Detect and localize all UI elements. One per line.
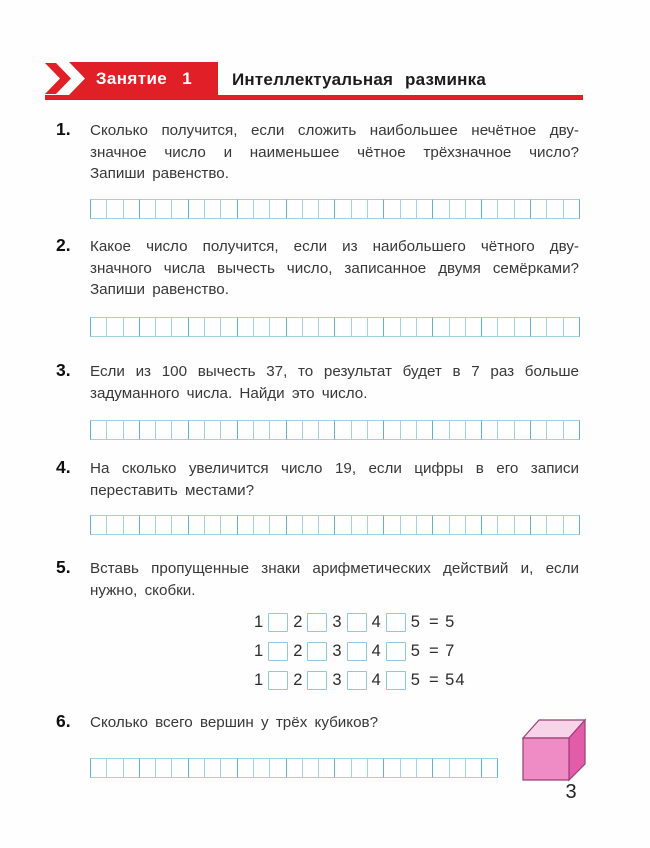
grid-cell [188, 199, 205, 219]
answer-grid-3 [90, 420, 580, 440]
grid-cell [465, 199, 482, 219]
grid-cell [367, 317, 384, 337]
problem-1-number: 1. [56, 119, 71, 139]
problem-line: переставить местами? [90, 481, 255, 499]
problem-2-text [90, 236, 579, 301]
grid-cell [220, 758, 237, 778]
grid-cell [253, 199, 270, 219]
grid-cell [106, 317, 123, 337]
grid-cell [286, 758, 303, 778]
grid-cell [204, 758, 221, 778]
banner-arrow-icon [45, 63, 71, 94]
problem-4-text [90, 458, 579, 501]
grid-cell [106, 420, 123, 440]
grid-cell [123, 317, 140, 337]
grid-cell [237, 420, 254, 440]
grid-cell [220, 199, 237, 219]
grid-cell [139, 420, 156, 440]
grid-cell [563, 199, 580, 219]
grid-cell [334, 758, 351, 778]
grid-cell [432, 317, 449, 337]
grid-cell [432, 420, 449, 440]
problem-line: Вставь пропущенные знаки арифметических действий и, если [90, 560, 579, 577]
answer-grid-1 [90, 199, 580, 219]
grid-cell [383, 317, 400, 337]
grid-cell [90, 420, 107, 440]
grid-cell [318, 758, 335, 778]
grid-cell [432, 199, 449, 219]
grid-cell [416, 199, 433, 219]
problem-line: Если из 100 вычесть 37, то результат будет в 7 раз больше [90, 363, 579, 380]
grid-cell [383, 420, 400, 440]
grid-cell [481, 515, 498, 535]
operator-box [268, 613, 288, 632]
operator-box [307, 613, 327, 632]
grid-cell [334, 317, 351, 337]
problem-line: нужно, скобки. [90, 581, 196, 599]
grid-cell [351, 515, 368, 535]
cube-front-face [523, 738, 569, 780]
grid-cell [334, 515, 351, 535]
equation-list [251, 611, 466, 698]
grid-cell [318, 317, 335, 337]
grid-cell [481, 758, 498, 778]
problem-4-number: 4. [56, 457, 71, 477]
grid-cell [449, 199, 466, 219]
equation-term: 5 [410, 612, 420, 631]
grid-cell [530, 515, 547, 535]
grid-cell [546, 515, 563, 535]
grid-cell [497, 199, 514, 219]
problem-line: задуманного числа. Найди это число. [90, 384, 368, 402]
problem-line: На сколько увеличится число 19, если цифры в его записи [90, 460, 579, 477]
problem-6-number: 6. [56, 711, 71, 731]
grid-cell [155, 420, 172, 440]
grid-cell [400, 758, 417, 778]
grid-cell [123, 420, 140, 440]
grid-cell [351, 317, 368, 337]
grid-cell [465, 758, 482, 778]
grid-cell [367, 515, 384, 535]
grid-cell [318, 199, 335, 219]
problem-1-text [90, 120, 579, 185]
problem-line: значное число и наименьшее чётное трёхзначное число? [90, 143, 579, 161]
grid-cell [497, 317, 514, 337]
grid-cell [286, 199, 303, 219]
grid-cell [449, 317, 466, 337]
grid-cell [237, 199, 254, 219]
grid-cell [237, 758, 254, 778]
problem-6-text [90, 712, 579, 734]
grid-cell [204, 420, 221, 440]
grid-cell [383, 515, 400, 535]
grid-cell [188, 758, 205, 778]
grid-cell [106, 758, 123, 778]
grid-cell [514, 317, 531, 337]
grid-cell [123, 515, 140, 535]
grid-cell [90, 758, 107, 778]
grid-cell [351, 199, 368, 219]
equation-result: = 54 [428, 670, 466, 689]
grid-cell [449, 420, 466, 440]
grid-cell [318, 515, 335, 535]
grid-cell [204, 317, 221, 337]
grid-cell [171, 758, 188, 778]
grid-cell [204, 199, 221, 219]
grid-cell [449, 758, 466, 778]
grid-cell [90, 515, 107, 535]
problem-5-text [90, 558, 579, 601]
grid-cell [416, 758, 433, 778]
grid-cell [90, 199, 107, 219]
grid-cell [269, 758, 286, 778]
grid-cell [481, 199, 498, 219]
grid-cell [155, 758, 172, 778]
equation-term: 1 [254, 641, 264, 660]
grid-cell [302, 199, 319, 219]
grid-cell [139, 758, 156, 778]
equation-term: 3 [332, 612, 342, 631]
answer-grid-2 [90, 317, 580, 337]
grid-cell [269, 420, 286, 440]
operator-box [386, 642, 406, 661]
grid-cell [139, 199, 156, 219]
grid-cell [155, 317, 172, 337]
grid-cell [171, 420, 188, 440]
equation-term: 1 [254, 612, 264, 631]
grid-cell [237, 515, 254, 535]
grid-cell [269, 515, 286, 535]
operator-box [268, 671, 288, 690]
equation-row [251, 611, 466, 633]
grid-cell [188, 515, 205, 535]
grid-cell [400, 317, 417, 337]
grid-cell [546, 317, 563, 337]
equation-result: = 7 [428, 641, 456, 660]
answer-grid-6 [90, 758, 498, 778]
grid-cell [302, 317, 319, 337]
page-number: 3 [565, 781, 577, 803]
grid-cell [497, 420, 514, 440]
operator-box [386, 613, 406, 632]
equation-term: 4 [371, 641, 381, 660]
grid-cell [546, 420, 563, 440]
grid-cell [220, 317, 237, 337]
grid-cell [286, 515, 303, 535]
grid-cell [432, 515, 449, 535]
problem-line: Запиши равенство. [90, 165, 229, 182]
problem-3-text [90, 361, 579, 404]
grid-cell [269, 199, 286, 219]
grid-cell [465, 420, 482, 440]
equation-term: 3 [332, 641, 342, 660]
grid-cell [367, 758, 384, 778]
grid-cell [351, 758, 368, 778]
grid-cell [155, 515, 172, 535]
grid-cell [383, 758, 400, 778]
operator-box [307, 671, 327, 690]
equation-term: 4 [371, 670, 381, 689]
grid-cell [253, 420, 270, 440]
grid-cell [302, 758, 319, 778]
grid-cell [449, 515, 466, 535]
grid-cell [253, 317, 270, 337]
grid-cell [171, 199, 188, 219]
lesson-label: Занятие 1 [95, 69, 193, 88]
grid-cell [367, 199, 384, 219]
grid-cell [171, 317, 188, 337]
grid-cell [302, 420, 319, 440]
grid-cell [188, 317, 205, 337]
answer-grid-4 [90, 515, 580, 535]
equation-term: 2 [293, 670, 303, 689]
grid-cell [563, 420, 580, 440]
operator-box [347, 642, 367, 661]
problem-5-number: 5. [56, 557, 71, 577]
grid-cell [106, 199, 123, 219]
grid-cell [514, 199, 531, 219]
grid-cell [481, 420, 498, 440]
grid-cell [416, 420, 433, 440]
problem-line: Сколько всего вершин у трёх кубиков? [90, 714, 379, 731]
cube-illustration [521, 718, 589, 784]
grid-cell [563, 515, 580, 535]
grid-cell [155, 199, 172, 219]
operator-box [386, 671, 406, 690]
problem-line: Запиши равенство. [90, 281, 229, 298]
grid-cell [400, 199, 417, 219]
grid-cell [269, 317, 286, 337]
page-title: Интеллектуальная разминка [232, 70, 486, 89]
grid-cell [367, 420, 384, 440]
equation-term: 3 [332, 670, 342, 689]
grid-cell [253, 515, 270, 535]
grid-cell [204, 515, 221, 535]
operator-box [307, 642, 327, 661]
grid-cell [497, 515, 514, 535]
operator-box [347, 671, 367, 690]
grid-cell [220, 420, 237, 440]
equation-term: 4 [371, 612, 381, 631]
grid-cell [123, 199, 140, 219]
equation-term: 5 [410, 641, 420, 660]
grid-cell [400, 420, 417, 440]
problem-line: Какое число получится, если из наибольшего чётного дву- [90, 238, 579, 255]
grid-cell [286, 317, 303, 337]
grid-cell [530, 317, 547, 337]
grid-cell [481, 317, 498, 337]
operator-box [347, 613, 367, 632]
operator-box [268, 642, 288, 661]
grid-cell [188, 420, 205, 440]
grid-cell [171, 515, 188, 535]
grid-cell [123, 758, 140, 778]
grid-cell [465, 317, 482, 337]
equation-term: 1 [254, 670, 264, 689]
grid-cell [139, 317, 156, 337]
grid-cell [106, 515, 123, 535]
grid-cell [530, 420, 547, 440]
grid-cell [237, 317, 254, 337]
grid-cell [253, 758, 270, 778]
grid-cell [351, 420, 368, 440]
equation-term: 5 [410, 670, 420, 689]
problem-2-number: 2. [56, 235, 71, 255]
grid-cell [563, 317, 580, 337]
grid-cell [139, 515, 156, 535]
grid-cell [302, 515, 319, 535]
grid-cell [383, 199, 400, 219]
grid-cell [416, 515, 433, 535]
equation-row [251, 640, 466, 662]
grid-cell [432, 758, 449, 778]
grid-cell [400, 515, 417, 535]
equation-result: = 5 [428, 612, 456, 631]
grid-cell [286, 420, 303, 440]
equation-term: 2 [293, 641, 303, 660]
header-underline [45, 95, 583, 100]
grid-cell [416, 317, 433, 337]
grid-cell [546, 199, 563, 219]
equation-term: 2 [293, 612, 303, 631]
grid-cell [530, 199, 547, 219]
grid-cell [90, 317, 107, 337]
grid-cell [514, 420, 531, 440]
grid-cell [220, 515, 237, 535]
grid-cell [514, 515, 531, 535]
problem-line: значного числа вычесть число, записанное двумя семёрками? [90, 259, 579, 277]
problem-line: Сколько получится, если сложить наибольшее нечётное дву- [90, 122, 579, 139]
grid-cell [334, 420, 351, 440]
grid-cell [465, 515, 482, 535]
equation-row [251, 669, 466, 691]
problem-3-number: 3. [56, 360, 71, 380]
grid-cell [318, 420, 335, 440]
grid-cell [334, 199, 351, 219]
